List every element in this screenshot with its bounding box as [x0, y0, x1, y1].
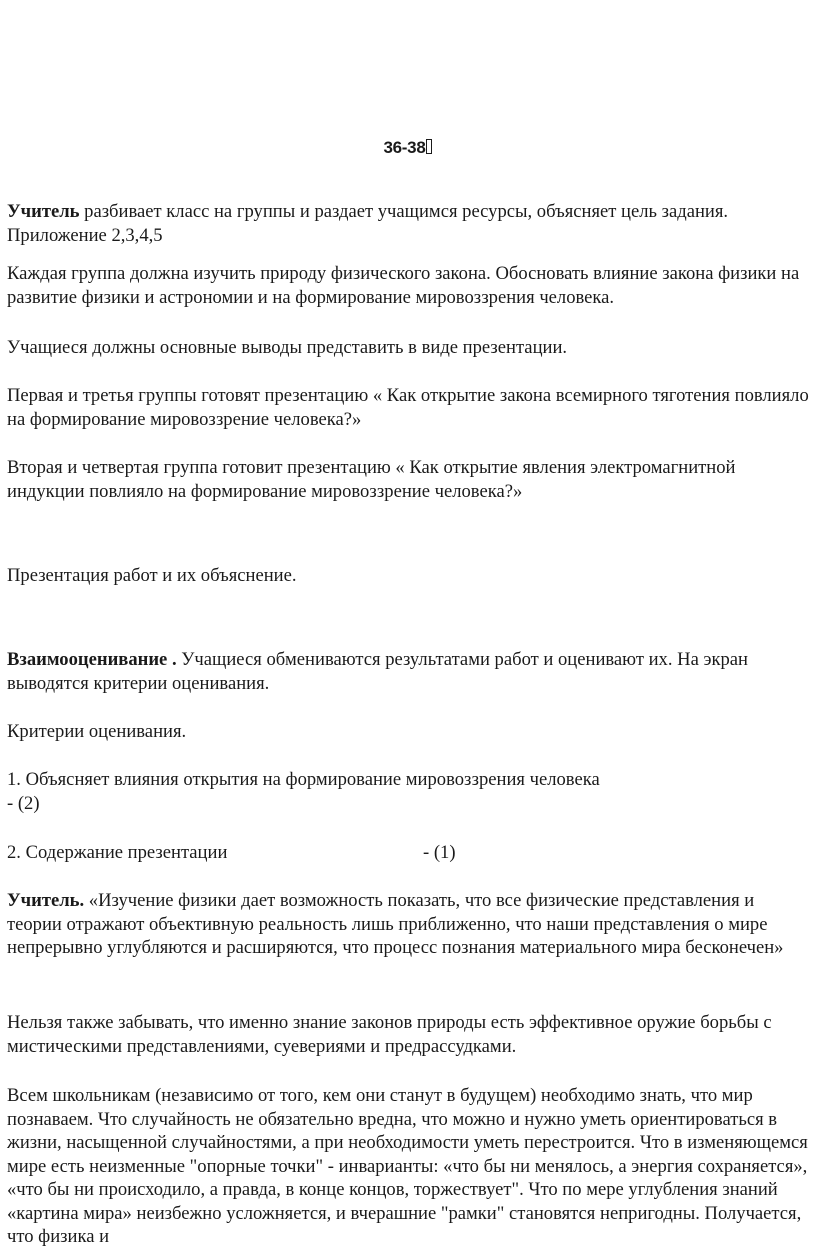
- paragraph-peer-assessment: [7, 648, 812, 695]
- paragraph-text: Критерии оценивания.: [7, 721, 187, 742]
- criterion-2: [7, 841, 812, 865]
- paragraph-criteria-title: [7, 720, 812, 744]
- bold-label-teacher: Учитель: [7, 201, 80, 222]
- heading-text: 36-38: [383, 138, 426, 157]
- paragraph-students-should-know: [7, 1084, 812, 1249]
- paragraph-text: Учащиеся обмениваются результатами работ и оценивают их. На экран выводятся критерии оценивания.: [7, 649, 748, 694]
- lesson-range-heading: [0, 136, 816, 160]
- paragraph-conclusions: [7, 336, 812, 360]
- criterion-score: - (2): [7, 792, 40, 814]
- paragraph-text: Всем школьникам (независимо от того, кем они станут в будущем) необходимо знать, что мир познаваем. Что случайность не обязательно вредна, что можно и нужно уметь ориентироваться в жизни, насыщенной случайностями, а при необходимости уметь перестроится. Что в изменяющемся мире есть неизменные "опорные точки" - инварианты: «что бы ни менялось, а энергия сохраняется», «что бы ни происходило, а правда, в конце концов, торжествует". Что по мере углубления знаний «картина мира» неизбежно усложняется, и вчерашние "рамки" становятся непригодны. Получается, что физика и: [7, 1085, 808, 1247]
- bold-label-teacher: Учитель.: [7, 890, 85, 911]
- criterion-score: - (1): [423, 842, 456, 863]
- paragraph-groups-1-3: [7, 384, 812, 431]
- missing-glyph-box-icon: [426, 139, 432, 154]
- paragraph-text: разбивает класс на группы и раздает учащимся ресурсы, объясняет цель задания. Приложение 2,3,4,5: [7, 201, 729, 246]
- paragraph-laws-of-nature: [7, 1011, 812, 1058]
- paragraph-text: Вторая и четвертая группа готовит презентацию « Как открытие явления электромагнитной индукции повлияло на формирование мировоззрение человека?»: [7, 457, 736, 502]
- paragraph-group-task: [7, 262, 812, 309]
- paragraph-text: «Изучение физики дает возможность показать, что все физические представления и теории отражают объективную реальность лишь приближенно, что наши представления о мире непрерывно углубляются и расширяются, что процесс познания материального мира бесконечен»: [7, 890, 784, 958]
- criterion-text: 1. Объясняет влияния открытия на формирование мировоззрения человека: [7, 769, 600, 790]
- paragraph-text: Учащиеся должны основные выводы представить в виде презентации.: [7, 337, 568, 358]
- criterion-1: [7, 768, 812, 815]
- paragraph-teacher-task: [7, 200, 812, 247]
- paragraph-teacher-quote: [7, 889, 812, 960]
- paragraph-presentation: [7, 564, 812, 588]
- paragraph-groups-2-4: [7, 456, 812, 503]
- bold-label-peer-assessment: Взаимооценивание .: [7, 649, 177, 670]
- paragraph-text: Каждая группа должна изучить природу физического закона. Обосновать влияние закона физики на развитие физики и астрономии и на формирование мировоззрения человека.: [7, 263, 800, 308]
- paragraph-text: Первая и третья группы готовят презентацию « Как открытие закона всемирного тяготения повлияло на формирование мировоззрение человека?»: [7, 385, 809, 430]
- paragraph-text: Презентация работ и их объяснение.: [7, 565, 297, 586]
- paragraph-text: Нельзя также забывать, что именно знание законов природы есть эффективное оружие борьбы с мистическими представлениями, суевериями и предрассудками.: [7, 1012, 772, 1057]
- criterion-text: 2. Содержание презентации: [7, 842, 228, 863]
